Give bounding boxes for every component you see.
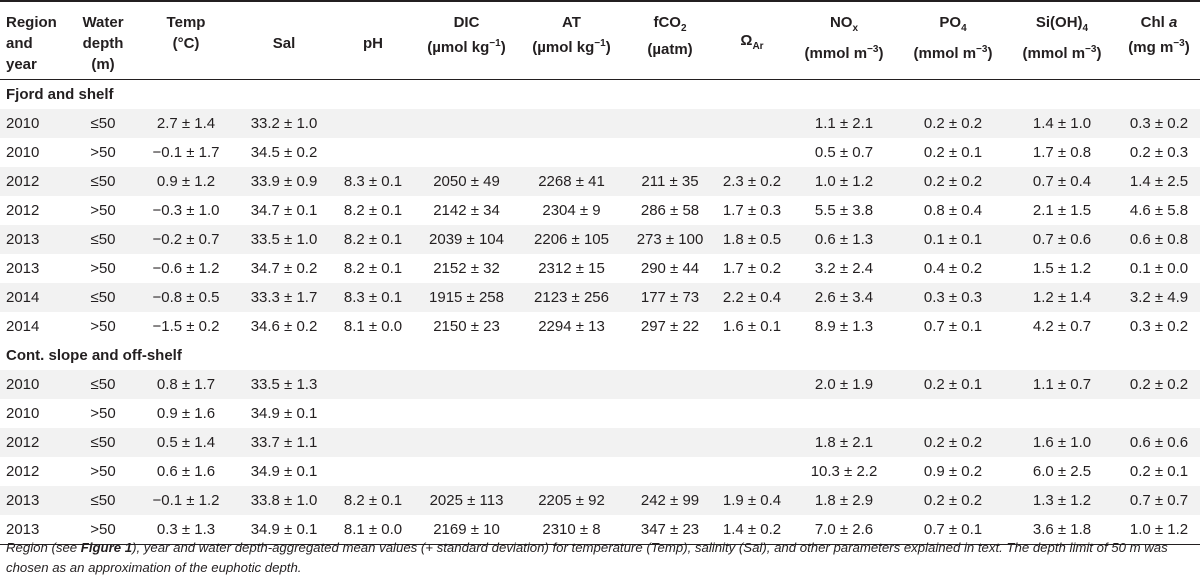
table-cell: 34.9 ± 0.1 bbox=[250, 405, 318, 422]
table-cell: 0.1 ± 0.1 bbox=[900, 225, 1006, 254]
header-dic: DIC (µmol $kg^{-1}$) bbox=[427, 14, 506, 56]
table-cell: ≤50 bbox=[70, 225, 136, 254]
table-cell: 2012 bbox=[6, 463, 40, 480]
table-cell bbox=[519, 370, 624, 399]
table-cell: 2.2 ± 0.4 bbox=[716, 283, 788, 312]
table-cell: 2304 ± 9 bbox=[542, 202, 601, 219]
table-cell bbox=[624, 428, 716, 457]
table-cell: 8.1 ± 0.0 bbox=[343, 521, 403, 538]
table-cell: 0.7 ± 0.6 bbox=[1006, 225, 1118, 254]
table-cell: 2152 ± 32 bbox=[433, 260, 500, 277]
table-cell: 0.2 ± 0.2 bbox=[900, 109, 1006, 138]
table-cell: 211 ± 35 bbox=[624, 167, 716, 196]
table-cell: 2012 bbox=[0, 428, 70, 457]
table-cell: 4.2 ± 0.7 bbox=[1032, 318, 1092, 335]
table-cell: 0.9 ± 1.6 bbox=[156, 405, 216, 422]
table-caption: Region (see Figure 1), year and water depth-aggregated mean values (+ standard deviation) for temperature (Temp), salinity (Sal), and other parameters explained in text. The depth limit of 50 m was chosen as an approximation of the euphotic depth. bbox=[6, 540, 1168, 575]
table-row bbox=[0, 457, 1200, 486]
table-cell: 1.0 ± 1.2 bbox=[788, 167, 900, 196]
table-cell bbox=[716, 138, 788, 167]
table-cell: 33.5 ± 1.0 bbox=[236, 225, 332, 254]
table-cell: 347 ± 23 bbox=[640, 521, 700, 538]
table-cell: 0.6 ± 1.6 bbox=[156, 463, 216, 480]
table-cell: 1.6 ± 1.0 bbox=[1006, 428, 1118, 457]
table-cell bbox=[332, 428, 414, 457]
table-cell: 2142 ± 34 bbox=[433, 202, 500, 219]
table-cell bbox=[624, 399, 716, 428]
table-cell: 1.2 ± 1.4 bbox=[1006, 283, 1118, 312]
header-depth: Water depth (m) bbox=[82, 14, 124, 73]
table-cell: 33.5 ± 1.3 bbox=[236, 370, 332, 399]
table-cell: 2010 bbox=[0, 109, 70, 138]
table-cell: 2013 bbox=[6, 260, 40, 277]
table-cell: 2.6 ± 3.4 bbox=[788, 283, 900, 312]
table-cell: 1.4 ± 0.2 bbox=[722, 521, 782, 538]
table-cell bbox=[1006, 399, 1118, 428]
table-cell: 0.3 ± 0.3 bbox=[900, 283, 1006, 312]
table-cell bbox=[624, 370, 716, 399]
table-cell: 8.3 ± 0.1 bbox=[332, 167, 414, 196]
table-cell: 1.7 ± 0.2 bbox=[722, 260, 782, 277]
table-cell: 1.8 ± 2.9 bbox=[788, 486, 900, 515]
table-cell: 0.7 ± 0.1 bbox=[923, 318, 983, 335]
table-cell: 2294 ± 13 bbox=[538, 318, 605, 335]
table-cell: 1.8 ± 0.5 bbox=[716, 225, 788, 254]
table-cell: 3.6 ± 1.8 bbox=[1032, 521, 1092, 538]
table-cell: 0.4 ± 0.2 bbox=[923, 260, 983, 277]
table-row bbox=[0, 283, 1200, 312]
table-cell: 2025 ± 113 bbox=[414, 486, 519, 515]
header-at: AT (µmol $kg^{-1}$) bbox=[532, 14, 611, 56]
table-row bbox=[0, 109, 1200, 138]
table-row bbox=[0, 399, 1200, 428]
table-cell: 0.2 ± 0.2 bbox=[900, 167, 1006, 196]
table-cell: 2169 ± 10 bbox=[433, 521, 500, 538]
table-cell: 0.2 ± 0.2 bbox=[1118, 370, 1200, 399]
section-title: Fjord and shelf bbox=[6, 86, 114, 103]
header-sioh4: $Si(OH)_4$ (mmol $m^{-3}$) bbox=[1022, 14, 1102, 62]
table-cell: 34.9 ± 0.1 bbox=[250, 463, 318, 480]
table-cell: 33.3 ± 1.7 bbox=[236, 283, 332, 312]
table-cell: 0.3 ± 0.2 bbox=[1129, 318, 1189, 335]
table-cell: 2206 ± 105 bbox=[519, 225, 624, 254]
table-cell: −0.2 ± 0.7 bbox=[136, 225, 236, 254]
table-body bbox=[0, 80, 1200, 545]
table-cell: 242 ± 99 bbox=[624, 486, 716, 515]
table-cell bbox=[332, 370, 414, 399]
table-row bbox=[0, 428, 1200, 457]
table-cell: 33.9 ± 0.9 bbox=[236, 167, 332, 196]
table-cell: 0.9 ± 0.2 bbox=[923, 463, 983, 480]
table-cell: 0.5 ± 1.4 bbox=[136, 428, 236, 457]
table-cell bbox=[414, 138, 519, 167]
table-cell: −0.1 ± 1.2 bbox=[136, 486, 236, 515]
table-cell bbox=[624, 138, 716, 167]
table-cell: 33.7 ± 1.1 bbox=[236, 428, 332, 457]
table-row bbox=[0, 196, 1200, 225]
table-cell: 0.3 ± 0.2 bbox=[1118, 109, 1200, 138]
table-cell: >50 bbox=[90, 144, 116, 161]
table-cell: 3.2 ± 2.4 bbox=[814, 260, 874, 277]
header-temp: Temp (°C) bbox=[166, 14, 206, 52]
table-cell bbox=[900, 399, 1006, 428]
table-cell bbox=[716, 457, 788, 486]
table-cell: 8.1 ± 0.0 bbox=[343, 318, 403, 335]
table-cell: 2039 ± 104 bbox=[414, 225, 519, 254]
table-row bbox=[0, 486, 1200, 515]
table-cell: 34.7 ± 0.1 bbox=[250, 202, 318, 219]
table-cell bbox=[414, 428, 519, 457]
table-cell bbox=[716, 428, 788, 457]
table-cell: 34.9 ± 0.1 bbox=[250, 521, 318, 538]
table-cell: 34.6 ± 0.2 bbox=[250, 318, 318, 335]
table-cell: ≤50 bbox=[70, 109, 136, 138]
table-cell: 2310 ± 8 bbox=[542, 521, 601, 538]
table-cell: 8.9 ± 1.3 bbox=[814, 318, 874, 335]
table-cell bbox=[1118, 399, 1200, 428]
table-cell bbox=[716, 399, 788, 428]
table-cell: 2268 ± 41 bbox=[519, 167, 624, 196]
table-cell bbox=[716, 109, 788, 138]
table-cell: 1.9 ± 0.4 bbox=[716, 486, 788, 515]
table-cell: 0.2 ± 0.1 bbox=[900, 370, 1006, 399]
table-cell: 0.1 ± 0.0 bbox=[1129, 260, 1189, 277]
section-header-row bbox=[0, 80, 1200, 110]
table-cell: 1.7 ± 0.3 bbox=[722, 202, 782, 219]
header-region: Region and year bbox=[6, 14, 57, 73]
table-cell: >50 bbox=[90, 318, 116, 335]
table-cell: −0.6 ± 1.2 bbox=[152, 260, 220, 277]
table-cell: 1.6 ± 0.1 bbox=[722, 318, 782, 335]
table-row bbox=[0, 225, 1200, 254]
table-cell: 1.4 ± 2.5 bbox=[1118, 167, 1200, 196]
section-header-row bbox=[0, 341, 1200, 370]
table-cell: 2150 ± 23 bbox=[433, 318, 500, 335]
header-fco2: fCO$_2$ (µatm) bbox=[647, 14, 693, 58]
table-cell: 2123 ± 256 bbox=[519, 283, 624, 312]
table-cell: 0.8 ± 1.7 bbox=[136, 370, 236, 399]
table-cell: 8.2 ± 0.1 bbox=[332, 225, 414, 254]
table-cell: >50 bbox=[90, 463, 116, 480]
figure-reference[interactable]: Figure 1 bbox=[80, 540, 133, 555]
header-omega-ar: $\Omega_{Ar}$ bbox=[740, 32, 764, 52]
table-cell: 2010 bbox=[6, 144, 40, 161]
table-cell bbox=[788, 399, 900, 428]
table-cell: 1.3 ± 1.2 bbox=[1006, 486, 1118, 515]
table-cell: 2014 bbox=[0, 283, 70, 312]
table-cell: 0.6 ± 0.6 bbox=[1118, 428, 1200, 457]
table-row bbox=[0, 312, 1200, 341]
table-cell: 0.8 ± 0.4 bbox=[923, 202, 983, 219]
table-cell: ≤50 bbox=[70, 428, 136, 457]
table-cell bbox=[624, 457, 716, 486]
header-sal: Sal bbox=[272, 35, 296, 52]
table-cell: 3.2 ± 4.9 bbox=[1118, 283, 1200, 312]
table-cell: 2013 bbox=[0, 225, 70, 254]
table-row bbox=[0, 370, 1200, 399]
table-cell: 1.1 ± 2.1 bbox=[788, 109, 900, 138]
table-cell: 0.2 ± 0.2 bbox=[900, 486, 1006, 515]
table-cell: 10.3 ± 2.2 bbox=[810, 463, 878, 480]
table-cell: 0.5 ± 0.7 bbox=[814, 144, 874, 161]
table-cell: 2014 bbox=[6, 318, 40, 335]
table-cell: 4.6 ± 5.8 bbox=[1129, 202, 1189, 219]
table-cell: 2.7 ± 1.4 bbox=[136, 109, 236, 138]
table-cell: 177 ± 73 bbox=[624, 283, 716, 312]
table-cell: 0.2 ± 0.3 bbox=[1129, 144, 1189, 161]
table-cell: 0.6 ± 0.8 bbox=[1118, 225, 1200, 254]
table-cell: −1.5 ± 0.2 bbox=[152, 318, 220, 335]
table-cell: 290 ± 44 bbox=[640, 260, 700, 277]
section-title: Cont. slope and off-shelf bbox=[6, 347, 182, 364]
table-row bbox=[0, 138, 1200, 167]
header-nox: $NO_x$ (mmol $m^{-3}$) bbox=[804, 14, 884, 62]
table-cell bbox=[414, 457, 519, 486]
header-po4: $PO_4$ (mmol $m^{-3}$) bbox=[913, 14, 993, 62]
table-cell: 286 ± 58 bbox=[640, 202, 700, 219]
table-cell: >50 bbox=[90, 521, 116, 538]
table-cell: 2.3 ± 0.2 bbox=[716, 167, 788, 196]
table-cell: ≤50 bbox=[70, 167, 136, 196]
table-cell bbox=[332, 457, 414, 486]
table-cell: 1.8 ± 2.1 bbox=[788, 428, 900, 457]
table-cell bbox=[519, 428, 624, 457]
table-cell bbox=[332, 109, 414, 138]
table-cell: 0.2 ± 0.1 bbox=[1129, 463, 1189, 480]
table-cell: 1915 ± 258 bbox=[414, 283, 519, 312]
table-cell: >50 bbox=[90, 260, 116, 277]
table-cell: 2.1 ± 1.5 bbox=[1032, 202, 1092, 219]
table-cell: 1.5 ± 1.2 bbox=[1032, 260, 1092, 277]
table-cell: 0.7 ± 0.4 bbox=[1006, 167, 1118, 196]
table-cell bbox=[519, 457, 624, 486]
table-cell: 0.2 ± 0.2 bbox=[900, 428, 1006, 457]
table-cell: 1.4 ± 1.0 bbox=[1006, 109, 1118, 138]
table-cell: >50 bbox=[90, 202, 116, 219]
table-cell: >50 bbox=[90, 405, 116, 422]
table-cell: 2012 bbox=[0, 167, 70, 196]
table-cell: −0.1 ± 1.7 bbox=[152, 144, 220, 161]
table-cell: 0.6 ± 1.3 bbox=[788, 225, 900, 254]
table-cell: ≤50 bbox=[70, 486, 136, 515]
table-cell: −0.3 ± 1.0 bbox=[152, 202, 220, 219]
table-cell bbox=[716, 370, 788, 399]
table-cell: 1.1 ± 0.7 bbox=[1006, 370, 1118, 399]
table-cell bbox=[414, 370, 519, 399]
table-cell: 0.9 ± 1.2 bbox=[136, 167, 236, 196]
table-cell: 33.8 ± 1.0 bbox=[236, 486, 332, 515]
table-cell bbox=[332, 399, 414, 428]
table-cell bbox=[519, 138, 624, 167]
table-cell: 34.5 ± 0.2 bbox=[250, 144, 318, 161]
table-cell: 34.7 ± 0.2 bbox=[250, 260, 318, 277]
table-row bbox=[0, 254, 1200, 283]
header-chla: Chl a (mg $m^{-3}$) bbox=[1128, 14, 1190, 56]
table-cell: 2013 bbox=[0, 486, 70, 515]
table-cell: 8.2 ± 0.1 bbox=[332, 486, 414, 515]
table-cell bbox=[519, 109, 624, 138]
table-cell: 6.0 ± 2.5 bbox=[1032, 463, 1092, 480]
table-cell: −0.8 ± 0.5 bbox=[136, 283, 236, 312]
table-cell: 1.0 ± 1.2 bbox=[1129, 521, 1189, 538]
table-cell: 2205 ± 92 bbox=[519, 486, 624, 515]
table-cell bbox=[414, 399, 519, 428]
table-cell: 0.7 ± 0.7 bbox=[1118, 486, 1200, 515]
table-cell: ≤50 bbox=[70, 370, 136, 399]
table-row bbox=[0, 167, 1200, 196]
table-cell: 2312 ± 15 bbox=[538, 260, 605, 277]
table-cell bbox=[414, 109, 519, 138]
table-cell: 8.3 ± 0.1 bbox=[332, 283, 414, 312]
table-cell: 8.2 ± 0.1 bbox=[343, 202, 403, 219]
table-cell: 7.0 ± 2.6 bbox=[814, 521, 874, 538]
table-cell: 1.7 ± 0.8 bbox=[1032, 144, 1092, 161]
table-cell: 2013 bbox=[6, 521, 40, 538]
table-cell: 0.3 ± 1.3 bbox=[156, 521, 216, 538]
table-cell: 2050 ± 49 bbox=[414, 167, 519, 196]
table-cell: 273 ± 100 bbox=[624, 225, 716, 254]
table-cell bbox=[332, 138, 414, 167]
header-ph: pH bbox=[363, 35, 383, 52]
table-cell bbox=[624, 109, 716, 138]
table-cell: 0.7 ± 0.1 bbox=[923, 521, 983, 538]
table-cell: 2010 bbox=[0, 370, 70, 399]
table-cell: 0.2 ± 0.1 bbox=[923, 144, 983, 161]
table-cell: 297 ± 22 bbox=[640, 318, 700, 335]
table-cell: 2.0 ± 1.9 bbox=[788, 370, 900, 399]
table-cell: 8.2 ± 0.1 bbox=[343, 260, 403, 277]
table-cell: 2012 bbox=[6, 202, 40, 219]
table-cell: 2010 bbox=[6, 405, 40, 422]
table-cell: 5.5 ± 3.8 bbox=[814, 202, 874, 219]
table-cell: ≤50 bbox=[70, 283, 136, 312]
table-cell: 33.2 ± 1.0 bbox=[236, 109, 332, 138]
table-header bbox=[0, 1, 1200, 80]
table-cell bbox=[519, 399, 624, 428]
